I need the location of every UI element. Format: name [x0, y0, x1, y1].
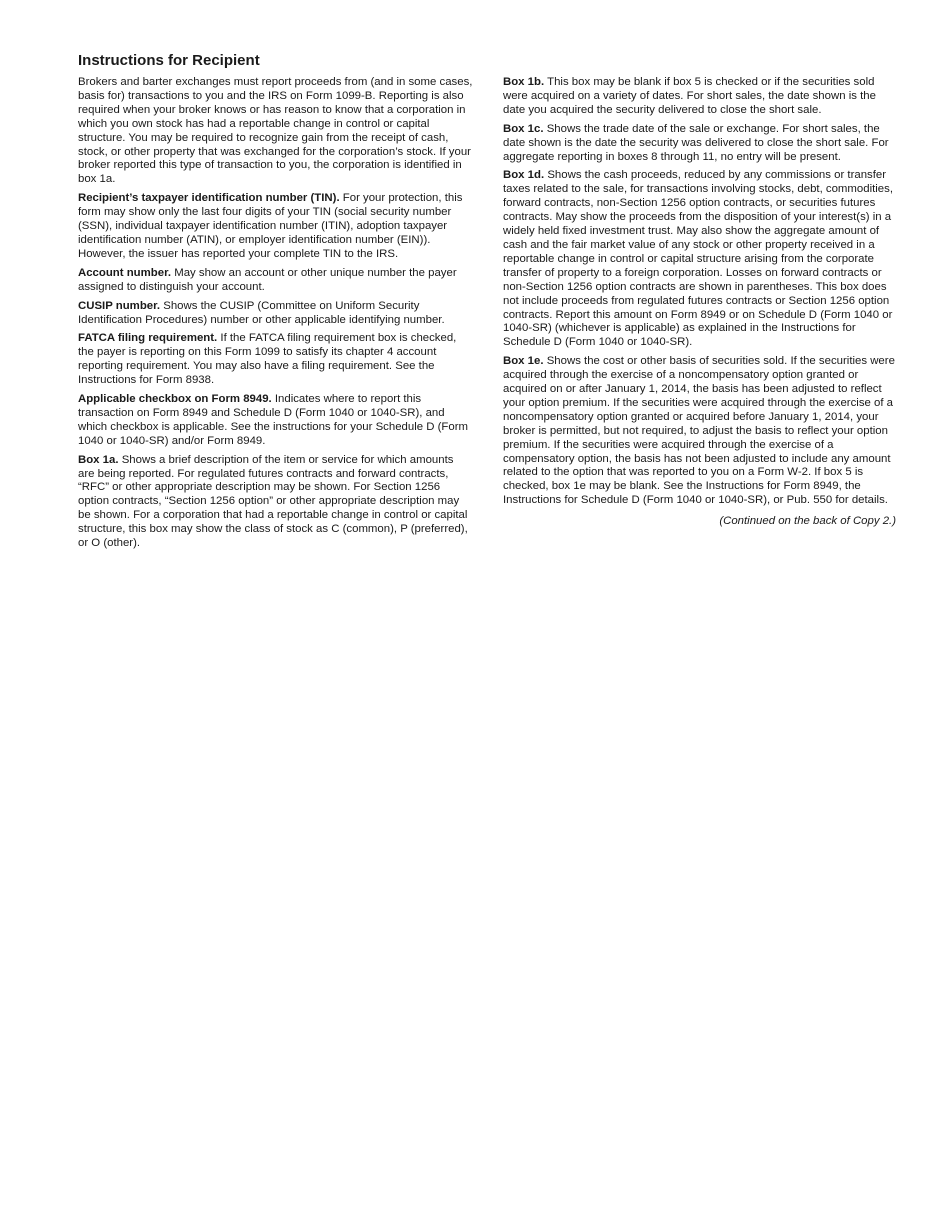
paragraph-body: Shows the trade date of the sale or exchange. For short sales, the date shown is the date the security was delivered to close the short sale. For aggregate reporting in boxes 8 through 11, no entry will be present.	[503, 122, 889, 163]
intro-paragraph	[78, 76, 473, 187]
paragraph-heading: Box 1c.	[503, 122, 544, 135]
cusip-paragraph	[78, 300, 473, 328]
paragraph-body: For your protection, this form may show only the last four digits of your TIN (social security number (SSN), individual taxpayer identification number (ITIN), adoption taxpayer identification number (ATIN), or employer identification number (EIN)). However, the issuer has reported your complete TIN to the IRS.	[78, 192, 463, 260]
paragraph-heading: Applicable checkbox on Form 8949.	[78, 393, 272, 406]
tin-paragraph	[78, 192, 473, 262]
right-column	[503, 76, 896, 529]
paragraph-heading: Box 1b.	[503, 76, 545, 88]
continued-note: (Continued on the back of Copy 2.)	[719, 515, 896, 528]
page-title: Instructions for Recipient	[78, 52, 260, 69]
paragraph-body: Shows the CUSIP (Committee on Uniform Security Identification Procedures) number or other applicable identifying number.	[78, 299, 445, 326]
paragraph-body: Shows the cost or other basis of securities sold. If the securities were acquired through the exercise of a noncompensatory option granted or acquired on or after January 1, 2014, the basis has been adjusted to reflect your option premium. If the securities were acquired through the exercise of a noncompensatory option granted or acquired before January 1, 2014, your broker is permitted, but not required, to adjust the basis to reflect your option premium. If the securities were acquired through the exercise of a compensatory option, the basis has not been adjusted to include any amount related to the option that was reported to you on a Form W-2. If box 5 is checked, box 1e may be blank. See the Instructions for Form 8949, the Instructions for Schedule D (Form 1040 or 1040-SR), or Pub. 550 for details.	[503, 355, 895, 507]
paragraph-heading: FATCA filing requirement.	[78, 332, 218, 345]
paragraph-heading: Recipient’s taxpayer identification number (TIN).	[78, 192, 340, 205]
box-1b-paragraph	[503, 76, 896, 118]
paragraph-body: This box may be blank if box 5 is checked or if the securities sold were acquired on a variety of dates. For short sales, the date shown is the date you acquired the security delivered to close the short sale.	[503, 76, 876, 116]
paragraph-body: May show an account or other unique number the payer assigned to distinguish your account.	[78, 266, 457, 293]
paragraph-heading: Box 1d.	[503, 169, 545, 182]
paragraph-heading: Box 1a.	[78, 453, 119, 466]
paragraph-heading: Box 1e.	[503, 355, 544, 368]
account-number-paragraph	[78, 267, 473, 295]
paragraph-body: Shows the cash proceeds, reduced by any commissions or transfer taxes related to the sale, for transactions involving stocks, debt, commodities, forward contracts, non-Section 1256 option contracts, or securities futures contracts. May show the proceeds from the disposition of your interest(s) in a widely held fixed investment trust. May also show the aggregate amount of cash and the fair market value of any stock or other property received in a reportable change in control or capital structure arising from the corporate transfer of property to a foreign corporation. Losses on forward contracts or non-Section 1256 option contracts are shown in parentheses. This box does not include proceeds from regulated futures contracts or Section 1256 option contracts. Report this amount on Form 8949 or on Schedule D (Form 1040 or 1040-SR) (whichever is applicable) as explained in the Instructions for Schedule D (Form 1040 or 1040-SR).	[503, 169, 894, 349]
paragraph-body: Brokers and barter exchanges must report proceeds from (and in some cases, basis for) transactions to you and the IRS on Form 1099-B. Reporting is also required when your broker knows or has reason to know that a corporation in which you own stock has had a reportable change in control or capital structure. You may be required to recognize gain from the receipt of cash, stock, or other property that was exchanged for the corporation’s stock. If your broker reported this type of transaction to you, the corporation is identified in box 1a.	[78, 76, 473, 186]
left-column	[78, 76, 473, 556]
paragraph-body: Indicates where to report this transaction on Form 8949 and Schedule D (Form 1040 or 1040-SR), and which checkbox is applicable. See the instructions for your Schedule D (Form 1040 or 1040-SR) and/or Form 8949.	[78, 393, 468, 447]
box-1c-paragraph	[503, 123, 896, 165]
paragraph-heading: CUSIP number.	[78, 299, 161, 312]
fatca-paragraph	[78, 332, 473, 388]
form-8949-paragraph	[78, 393, 473, 449]
paragraph-heading: Account number.	[78, 266, 172, 279]
box-1a-paragraph	[78, 454, 473, 551]
box-1d-paragraph	[503, 169, 896, 350]
paragraph-body: If the FATCA filing requirement box is checked, the payer is reporting on this Form 1099 to satisfy its chapter 4 account reporting requirement. You may also have a filing requirement. See the Instructions for Form 8938.	[78, 332, 457, 387]
paragraph-body: Shows a brief description of the item or service for which amounts are being reported. For regulated futures contracts and forward contracts, “RFC” or other appropriate description may be shown. For Section 1256 option contracts, “Section 1256 option” or other appropriate description may be shown. For a corporation that had a reportable change in control or capital structure, this box may show the class of stock as C (common), P (preferred), or O (other).	[78, 453, 468, 550]
box-1e-paragraph	[503, 355, 896, 508]
